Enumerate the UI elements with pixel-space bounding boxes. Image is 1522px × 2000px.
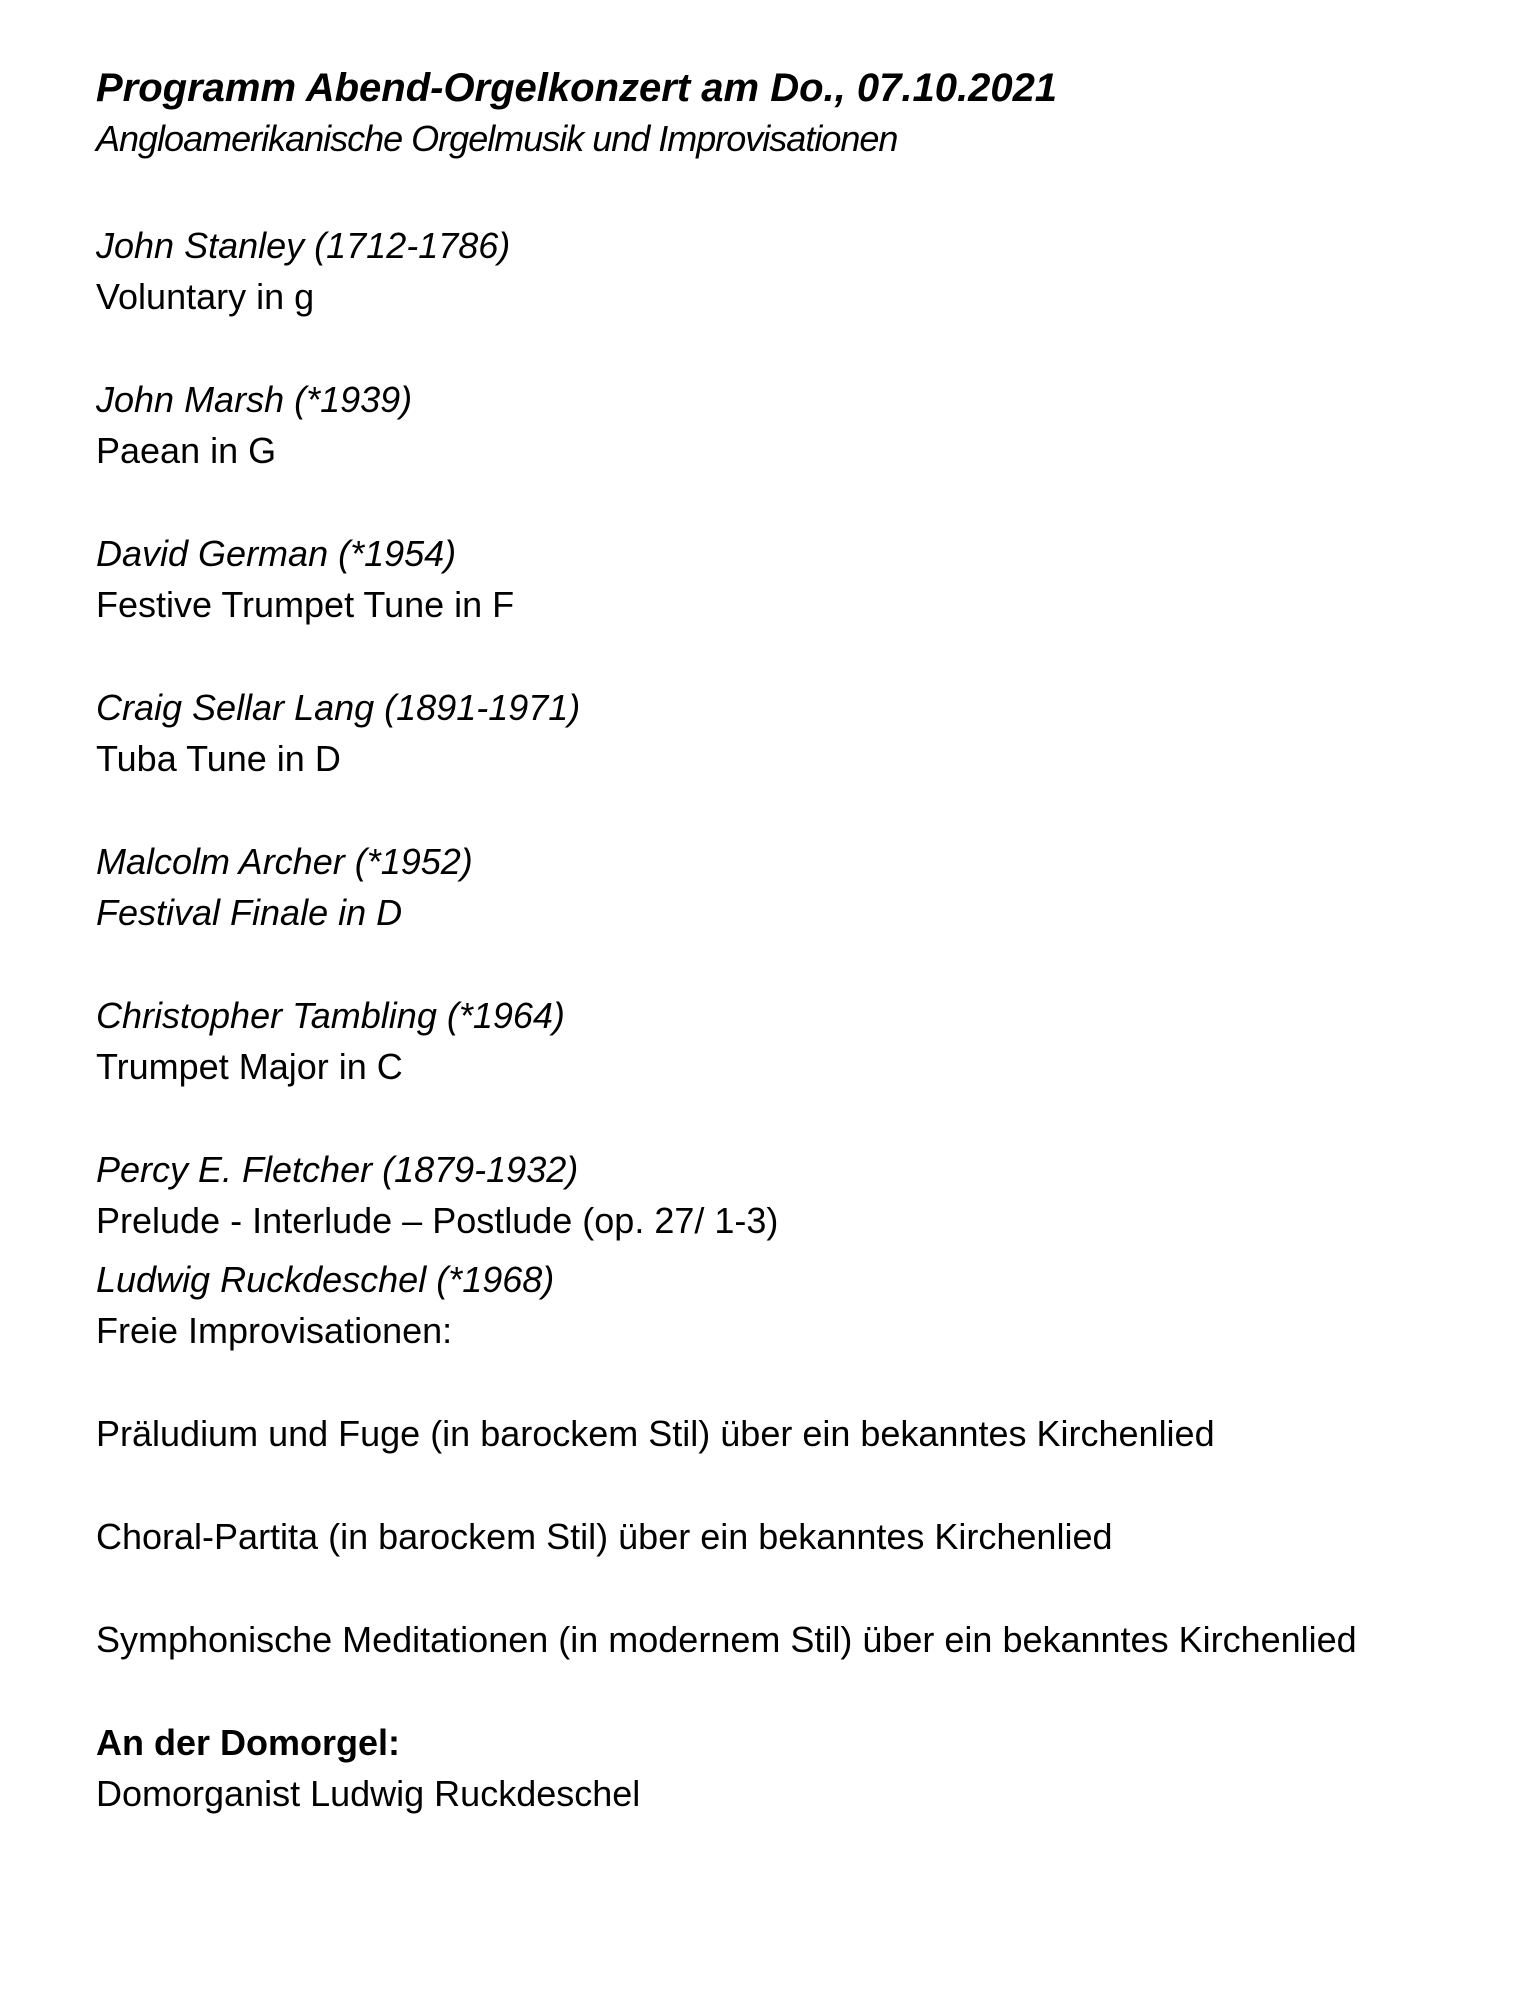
organist-name: Domorganist Ludwig Ruckdeschel	[96, 1773, 641, 1814]
program-item	[96, 1144, 1496, 1246]
improvisation-item: Symphonische Meditationen (in modernem Stil) über ein bekanntes Kirchenlied	[96, 1619, 1357, 1660]
work-title: Festive Trumpet Tune in F	[96, 584, 515, 625]
work-title: Tuba Tune in D	[96, 738, 341, 779]
composer-name: John Stanley (1712-1786)	[96, 225, 511, 266]
work-title: Prelude - Interlude – Postlude (op. 27/ 1-3)	[96, 1200, 779, 1241]
composer-name: John Marsh (*1939)	[96, 379, 413, 420]
program-document	[96, 62, 1496, 1819]
document-title: Programm Abend-Orgelkonzert am Do., 07.10.2021	[96, 66, 1058, 110]
program-list	[96, 220, 1496, 1356]
composer-name: Malcolm Archer (*1952)	[96, 841, 473, 882]
work-title: Trumpet Major in C	[96, 1046, 403, 1087]
program-item	[96, 990, 1496, 1092]
program-item	[96, 836, 1496, 938]
improvisation-list	[96, 1408, 1496, 1665]
work-title: Festival Finale in D	[96, 892, 403, 933]
composer-name: Christopher Tambling (*1964)	[96, 995, 565, 1036]
composer-name: Ludwig Ruckdeschel (*1968)	[96, 1259, 555, 1300]
composer-name: Percy E. Fletcher (1879-1932)	[96, 1149, 579, 1190]
organist-section	[96, 1717, 1496, 1819]
program-item	[96, 220, 1496, 322]
organ-label: An der Domorgel:	[96, 1722, 401, 1763]
improvisation-item: Choral-Partita (in barockem Stil) über ein bekanntes Kirchenlied	[96, 1516, 1113, 1557]
work-title: Paean in G	[96, 430, 277, 471]
program-item	[96, 374, 1496, 476]
composer-name: Craig Sellar Lang (1891-1971)	[96, 687, 581, 728]
document-subtitle: Angloamerikanische Orgelmusik und Improvisationen	[96, 118, 898, 159]
composer-name: David German (*1954)	[96, 533, 457, 574]
program-item	[96, 528, 1496, 630]
work-title: Freie Improvisationen:	[96, 1310, 453, 1351]
program-item	[96, 682, 1496, 784]
work-title: Voluntary in g	[96, 276, 315, 317]
improvisation-item: Präludium und Fuge (in barockem Stil) über ein bekanntes Kirchenlied	[96, 1413, 1215, 1454]
program-item	[96, 1254, 1496, 1356]
